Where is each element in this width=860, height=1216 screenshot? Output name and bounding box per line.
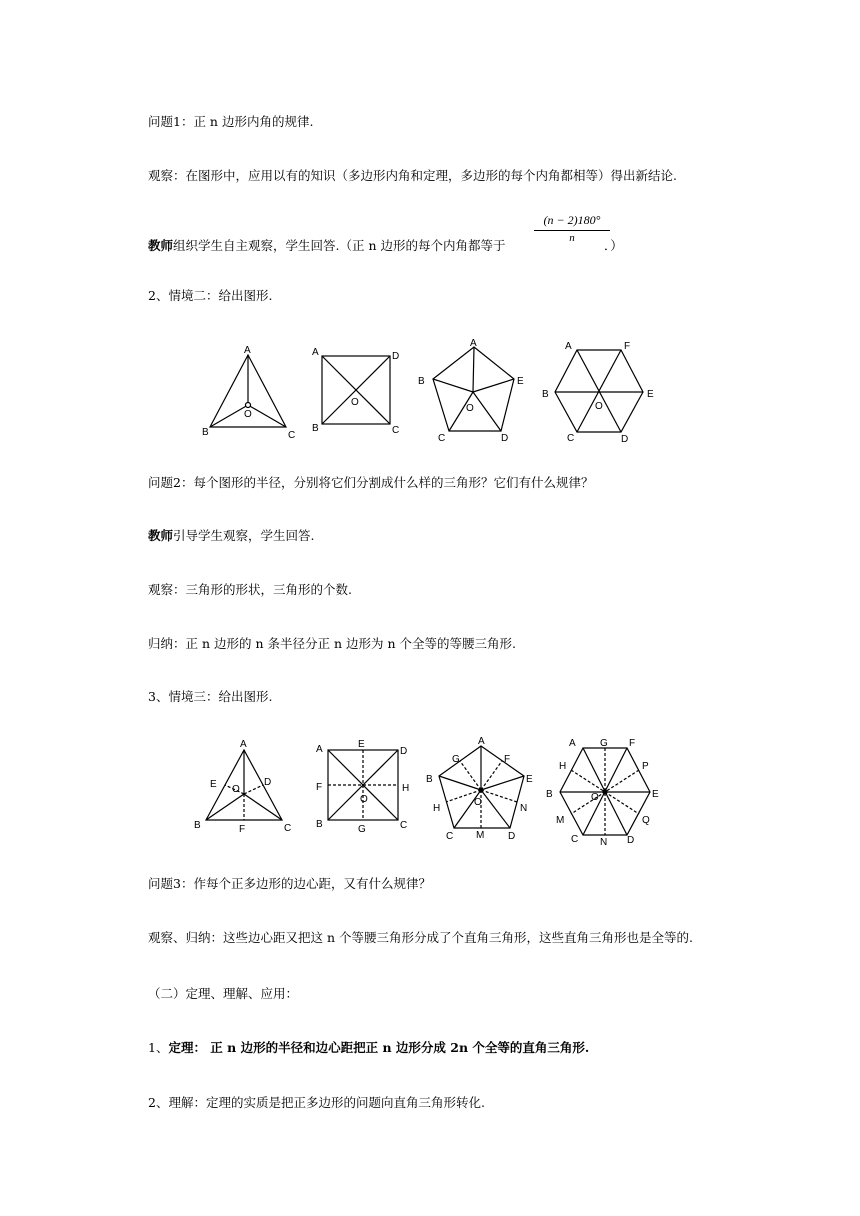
interior-angle-formula bbox=[534, 213, 610, 244]
label-M: M bbox=[556, 815, 565, 826]
label-O: O bbox=[474, 797, 482, 808]
situation-2: 2、情境二：给出图形. bbox=[148, 288, 273, 303]
figure-hexagon-radii bbox=[542, 341, 654, 445]
label-M: M bbox=[476, 830, 485, 841]
label-O: O bbox=[591, 792, 599, 803]
label-G: G bbox=[452, 754, 460, 765]
label-C: C bbox=[567, 433, 575, 444]
label-D: D bbox=[508, 831, 516, 842]
label-E: E bbox=[652, 789, 659, 800]
label-E: E bbox=[358, 739, 365, 750]
label-G: G bbox=[358, 824, 366, 835]
label-E: E bbox=[526, 774, 533, 785]
label-C: C bbox=[446, 831, 454, 842]
label-A: A bbox=[316, 744, 323, 755]
figure-pentagon-radii bbox=[418, 338, 524, 444]
label-D: D bbox=[621, 434, 629, 445]
label-A: A bbox=[240, 739, 247, 750]
label-Q: Q bbox=[642, 815, 650, 826]
label-D: D bbox=[400, 746, 408, 757]
label-F: F bbox=[504, 754, 511, 765]
label-D: D bbox=[264, 777, 272, 788]
label-H: H bbox=[402, 783, 410, 794]
figure-triangle-radii bbox=[202, 345, 295, 441]
formula-numerator: (n − 2)180° bbox=[534, 213, 610, 231]
figure-square-apothems bbox=[316, 739, 409, 835]
theorem-text: 定理： 正 n 边形的半径和边心距把正 n 边形分成 2n 个全等的直角三角形. bbox=[168, 1040, 590, 1055]
situation-3: 3、情境三：给出图形. bbox=[148, 689, 273, 704]
label-N: N bbox=[520, 803, 528, 814]
teacher-text: 组织学生自主观察，学生回答.（正 n 边形的每个内角都等于 bbox=[173, 238, 506, 253]
label-P: P bbox=[642, 761, 649, 772]
label-A: A bbox=[244, 345, 251, 356]
label-H: H bbox=[559, 761, 567, 772]
label-C: C bbox=[400, 820, 408, 831]
label-A: A bbox=[470, 338, 477, 349]
label-A: A bbox=[478, 736, 485, 747]
label-C: C bbox=[438, 433, 446, 444]
label-F: F bbox=[316, 782, 323, 793]
label-E: E bbox=[210, 779, 217, 790]
label-B: B bbox=[418, 376, 425, 387]
label-A: A bbox=[569, 738, 576, 749]
label-O: O bbox=[595, 401, 603, 412]
question-3: 问题3：作每个正多边形的边心距，又有什么规律？ bbox=[148, 876, 431, 891]
label-O: O bbox=[232, 784, 240, 795]
label-F: F bbox=[239, 824, 246, 835]
label-B: B bbox=[316, 819, 323, 830]
observation-1: 观察：在图形中，应用以有的知识（多边形内角和定理，多边形的每个内角都相等）得出新结论. bbox=[148, 168, 677, 183]
label-B: B bbox=[542, 389, 549, 400]
label-D: D bbox=[392, 351, 400, 362]
theorem-prefix: 1、 bbox=[148, 1040, 169, 1055]
understanding-line: 2、理解：定理的实质是把正多边形的问题向直角三角形转化. bbox=[148, 1095, 485, 1110]
teacher-instruction-2 bbox=[148, 528, 315, 544]
observation-2: 观察：三角形的形状，三角形的个数. bbox=[148, 582, 352, 597]
label-N: N bbox=[600, 837, 608, 847]
label-O: O bbox=[351, 397, 359, 408]
figure-pentagon-apothems bbox=[426, 736, 533, 842]
label-B: B bbox=[426, 774, 433, 785]
label-B: B bbox=[312, 423, 319, 434]
label-D: D bbox=[501, 433, 509, 444]
teacher-instruction-1 bbox=[148, 238, 506, 254]
induction: 归纳：正 n 边形的 n 条半径分正 n 边形为 n 个全等的等腰三角形. bbox=[148, 636, 516, 651]
teacher-label: 教师 bbox=[148, 238, 174, 253]
label-B: B bbox=[202, 427, 209, 438]
label-O: O bbox=[466, 403, 474, 414]
label-O: O bbox=[360, 794, 368, 805]
observation-3: 观察、归纳：这些边心距又把这 n 个等腰三角形分成了个直角三角形，这些直角三角形也是全等的. bbox=[148, 930, 693, 945]
figures-row-1 bbox=[190, 335, 670, 450]
label-C: C bbox=[288, 430, 296, 441]
teacher-text: 引导学生观察，学生回答. bbox=[173, 528, 315, 543]
question-1: 问题1：正 n 边形内角的规律. bbox=[148, 114, 314, 129]
label-O: O bbox=[244, 409, 252, 420]
label-A: A bbox=[565, 341, 572, 352]
label-D: D bbox=[627, 835, 635, 846]
label-F: F bbox=[624, 341, 631, 352]
figures-row-2 bbox=[190, 732, 670, 847]
teacher-label: 教师 bbox=[148, 528, 174, 543]
label-C: C bbox=[284, 823, 292, 834]
theorem-line bbox=[148, 1040, 589, 1056]
label-E: E bbox=[647, 389, 654, 400]
question-2: 问题2：每个图形的半径，分别将它们分割成什么样的三角形？它们有什么规律？ bbox=[148, 475, 594, 490]
figure-triangle-apothems bbox=[194, 739, 291, 835]
label-A: A bbox=[312, 347, 319, 358]
label-F: F bbox=[629, 738, 636, 749]
label-B: B bbox=[194, 820, 201, 831]
label-H: H bbox=[433, 803, 441, 814]
label-C: C bbox=[571, 834, 579, 845]
label-B: B bbox=[546, 789, 553, 800]
teacher-instruction-1-end: ．） bbox=[604, 238, 623, 253]
label-E: E bbox=[517, 376, 524, 387]
figure-hexagon-apothems bbox=[546, 738, 659, 847]
figure-square-radii bbox=[312, 347, 399, 436]
formula-denominator: n bbox=[569, 232, 575, 244]
label-G: G bbox=[600, 738, 608, 749]
section-heading: （二）定理、理解、应用： bbox=[148, 986, 299, 1001]
label-C: C bbox=[392, 425, 400, 436]
